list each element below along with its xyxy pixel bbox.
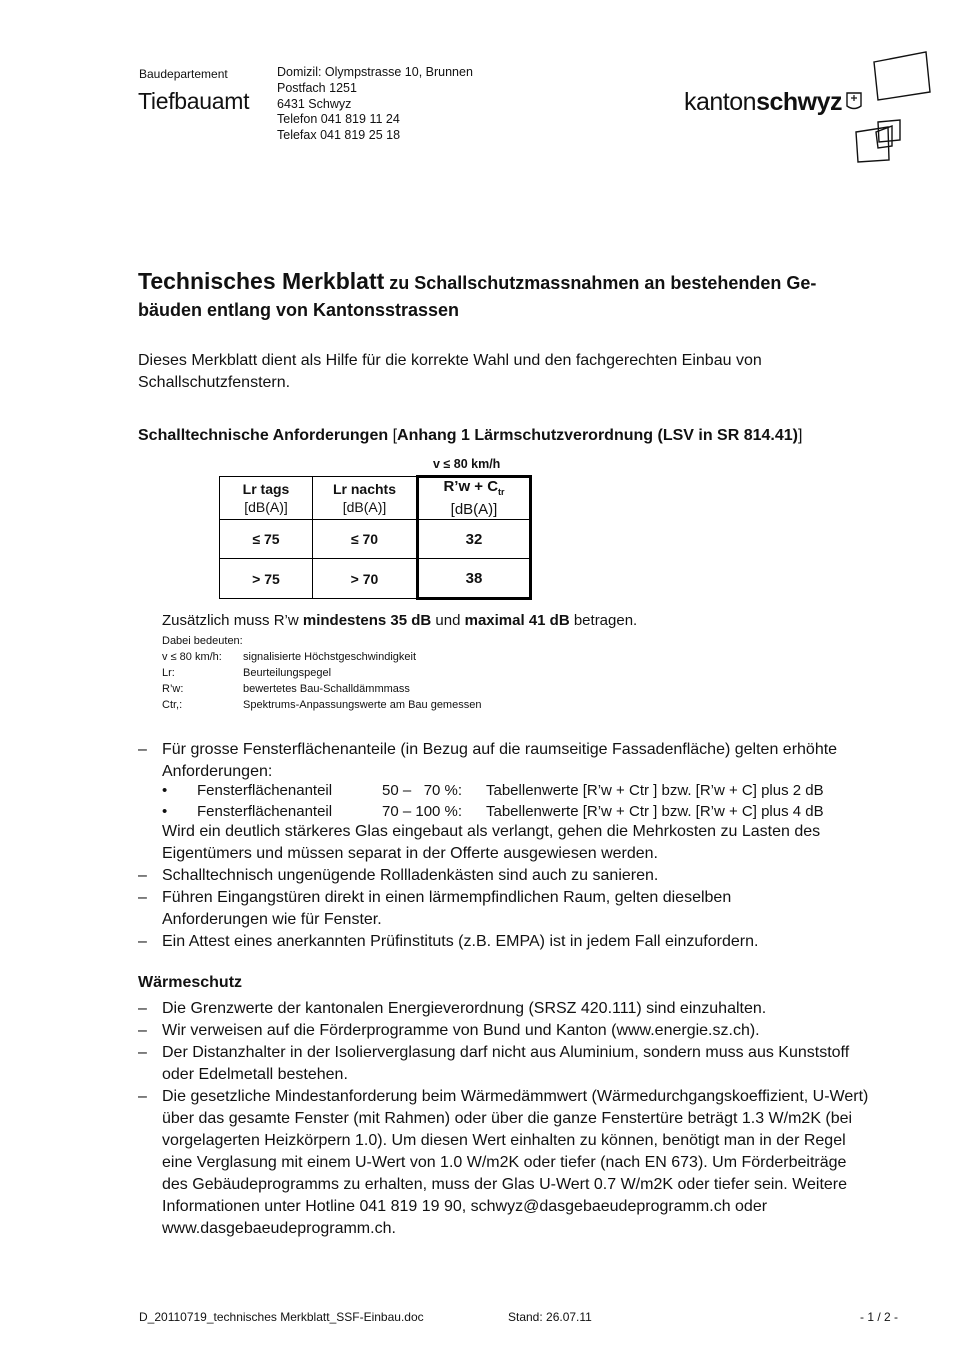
section-heading-thermal: Wärmeschutz [138, 974, 243, 991]
list-dash: – [138, 889, 147, 906]
heading-part: Schalltechnische Anforderungen [138, 427, 389, 444]
legend-key: Lr: [162, 667, 175, 679]
page-title [138, 268, 878, 324]
title-main: Technisches Merkblatt [138, 268, 385, 294]
bullet-label: Fensterflächenanteil [197, 803, 333, 820]
additional-requirement [162, 612, 637, 629]
address-line: Telefax 041 819 25 18 [277, 128, 401, 143]
legend-key: R’w: [162, 683, 184, 695]
list-item: Schalltechnisch ungenügende Rollladenkästen sind auch zu sanieren. [162, 867, 659, 884]
heading-part: [ [388, 427, 398, 444]
list-item-continuation: Wird ein deutlich stärkeres Glas eingebaut als verlangt, gehen die Mehrkosten zu Lasten des Eigentümers und müssen separat in der Offerte ausgewiesen werden. [162, 823, 821, 862]
legend-value: Beurteilungspegel [243, 667, 332, 679]
heading-part: Anhang 1 Lärmschutzverordnung (LSV in SR 814.41) [397, 427, 798, 444]
section-heading-acoustic [138, 427, 802, 445]
table-cell: > 75 [220, 559, 313, 599]
text-part: Zusätzlich muss R’w [162, 612, 303, 629]
table-cell: ≤ 75 [220, 520, 313, 559]
list-dash: – [138, 933, 147, 950]
list-dash: – [138, 1022, 147, 1039]
header-unit: [dB(A)] [342, 499, 387, 515]
legend-value: Spektrums-Anpassungswerte am Bau gemessen [243, 699, 482, 711]
requirements-table [219, 475, 532, 600]
logo-bold: schwyz [756, 88, 842, 116]
list-item: Für grosse Fensterflächenanteile (in Bezug auf die raumseitige Fassadenfläche) gelten erhöhte Anforderungen: [162, 741, 838, 780]
list-item: Die gesetzliche Mindestanforderung beim Wärmedämmwert (Wärmedurchgangskoeffizient, U-Wert) über das gesamte Fenster (mit Rahmen) oder über die ganze Fenstertüre beträgt 1.3 W/m2K (bei vorgelagerten Heizkörpern 1.0). Um diesen Wert einhalten zu können, benötigt man in der Regel eine Verglasung mit einem U-Wert von 1.0 W/m2K oder tiefer (nach EN 673). Um Förderbeiträge des Gebäudeprogramms zu erhalten, muss der Glas U-Wert 0.7 W/m2K oder tiefer sein. Weitere Informationen unter Hotline 041 819 19 90, schwyz@dasgebaeudeprogramm.ch oder www.dasgebaeudeprogramm.ch. [162, 1088, 869, 1237]
legend-value: bewertetes Bau-Schalldämmmass [243, 683, 410, 695]
list-dash: – [138, 1088, 147, 1105]
list-item: Die Grenzwerte der kantonalen Energieverordnung (SRSZ 420.111) sind einzuhalten. [162, 1000, 767, 1017]
table-header-cell [418, 477, 531, 520]
bullet-text: Tabellenwerte [R’w + Ctr ] bzw. [R’w + C] plus 4 dB [486, 803, 824, 820]
list-item: Der Distanzhalter in der Isolierverglasung darf nicht aus Aluminium, sondern muss aus Kunststoff oder Edelmetall bestehen. [162, 1044, 850, 1083]
bullet-text: Tabellenwerte [R’w + Ctr ] bzw. [R’w + C] plus 2 dB [486, 782, 824, 799]
header-label: R’w + C [443, 478, 499, 495]
list-item: Wir verweisen auf die Förderprogramme von Bund und Kanton (www.energie.sz.ch). [162, 1022, 760, 1039]
title-rest: zu Schallschutzmassnahmen an bestehenden Ge-bäuden entlang von Kantonsstrassen [138, 273, 817, 320]
speed-label: v ≤ 80 km/h [433, 457, 501, 471]
office-name: Tiefbauamt [138, 88, 250, 114]
address-line: Domizil: Olympstrasse 10, Brunnen [277, 65, 473, 79]
department-label: Baudepartement [139, 67, 228, 81]
header-label: Lr nachts [332, 481, 396, 497]
legend-value: signalisierte Höchstgeschwindigkeit [243, 651, 417, 663]
legend [162, 633, 662, 713]
address-line: Telefon 041 819 11 24 [277, 112, 400, 127]
header-unit: [dB(A)] [244, 499, 288, 515]
list-dash: – [138, 1044, 147, 1061]
bullet-range: 70 – 100 %: [382, 803, 463, 820]
list-item: Ein Attest eines anerkannten Prüfinstituts (z.B. EMPA) ist in jedem Fall einzufordern. [162, 933, 759, 950]
list-dash: – [138, 867, 147, 884]
address-line: 6431 Schwyz [277, 96, 352, 111]
header-unit: [dB(A)] [450, 501, 498, 518]
bullet-label: Fensterflächenanteil [197, 782, 333, 799]
footer-date: Stand: 26.07.11 [508, 1310, 592, 1324]
bullet-dot: • [162, 803, 168, 820]
logo-light: kanton [684, 88, 757, 116]
table-cell: > 70 [313, 559, 418, 599]
table-header-cell [313, 477, 418, 520]
heading-part: ] [797, 427, 803, 444]
kanton-schwyz-logo-icon [842, 48, 937, 166]
header-label: Lr tags [242, 481, 290, 497]
table-cell: ≤ 70 [313, 520, 418, 559]
header-subscript: tr [498, 487, 505, 497]
text-part: betragen. [569, 612, 638, 629]
legend-key: v ≤ 80 km/h: [162, 651, 222, 663]
table-header-cell [220, 477, 313, 520]
kanton-logo-text [684, 88, 842, 117]
text-part: maximal 41 dB [464, 612, 570, 629]
legend-intro: Dabei bedeuten: [162, 635, 243, 647]
text-part: mindestens 35 dB [302, 612, 432, 629]
text-part: und [431, 612, 465, 629]
legend-key: Ctr,: [162, 699, 183, 711]
bullet-dot: • [162, 782, 168, 799]
intro-paragraph: Dieses Merkblatt dient als Hilfe für die korrekte Wahl und den fachgerechten Einbau von Schallschutzfenstern. [138, 352, 762, 391]
list-item: Führen Eingangstüren direkt in einen lärmempfindlichen Raum, gelten dieselben Anforderungen wie für Fenster. [162, 889, 732, 928]
address-block [277, 65, 473, 144]
table-cell: 38 [418, 559, 531, 599]
footer-page-number: - 1 / 2 - [860, 1310, 899, 1324]
address-line: Postfach 1251 [277, 80, 357, 95]
footer-filename: D_20110719_technisches Merkblatt_SSF-Einbau.doc [139, 1310, 424, 1324]
table-cell: 32 [418, 520, 531, 559]
list-dash: – [138, 1000, 147, 1017]
bullet-range: 50 – 70 %: [382, 782, 463, 799]
list-dash: – [138, 741, 147, 758]
